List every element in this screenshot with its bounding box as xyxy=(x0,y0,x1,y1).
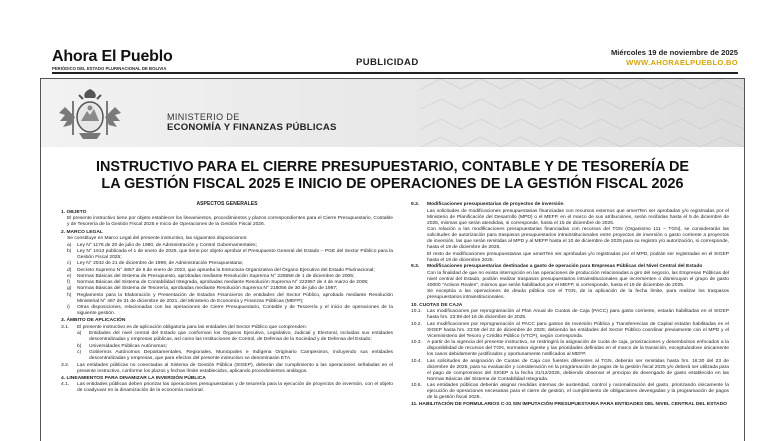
clause-9-3-text: Con la finalidad de que no exista interrupción en las operaciones de producción relacionadas a giro del negocio, las Empresas Públicas del nivel central del Estado, podrán realizar traspasos presupuestarios intrainstitucionales que incrementen o disminuyan el grupo de gasto 40000 "Activos Reales", mismos que serán habilitados por el MEFP, si corresponde, hasta el 19 de diciembre de 2025. xyxy=(427,270,729,288)
document-title-line1: INSTRUCTIVO PARA EL CIERRE PRESUPUESTARIO, CONTABLE Y DE TESORERÍA DE xyxy=(95,159,689,175)
list-item: b) Ley N° 1613 publicada el 1 de enero de 2025, que tiene por objeto aprobar el Presupuesto General del Estado – PGE del Sector Público para la Gestión Fiscal 2025; xyxy=(67,249,393,260)
clause-10-4: 10.4. Las solicitudes de asignación de Cuotas de Caja con fuentes diferentes al TGN, deberán ser remitidas hasta hrs. 16:30 del 23 de diciembre de 2025, para su evaluación y consideración en la programación de pagos de la gestión fiscal 2025 y/o deberá ser utilizada para el pago de compromisos del SIGEP a la fecha 31/12/2025, debiendo observar el principio de devengado de gasto establecido en las Normas Básicas del Sistema de Contabilidad Integrada. xyxy=(411,358,729,382)
left-column xyxy=(61,202,393,395)
newspaper-subtitle: PERIÓDICO DEL ESTADO PLURINACIONAL DE BOLIVIA xyxy=(52,66,167,71)
clause-10-2: 10.2. Las modificaciones por reprogramación al PACC para gastos de Inversión Pública y Transferencias de Capital estarán habilitadas en el SIGEP hasta hrs. 23:59 del 22 de diciembre de 2025; debiendo las entidades del Sector Público coordinar previamente con el MPD y el Viceministerio del Tesoro y Crédito Público (VTCP), según corresponda. xyxy=(411,321,729,339)
newspaper-name: Ahora El Pueblo xyxy=(52,48,173,65)
section-2-heading: 2. MARCO LEGAL xyxy=(61,229,103,235)
ad-frame xyxy=(40,78,745,441)
document-title-line2: LA GESTIÓN FISCAL 2025 E INICIO DE OPERACIONES DE LA GESTIÓN FISCAL 2026 xyxy=(101,176,684,192)
list-item: i) Otras disposiciones, relacionadas con las operaciones de Cierre Presupuestario, Contable y de Tesorería y el inicio de operaciones de la siguiente gestión. xyxy=(67,304,393,316)
clause-4-1: 4.1. Las entidades públicas deben priorizar las operaciones presupuestarias y de tesorería para la ejecución de proyectos de inversión, con el objeto de coadyuvar en la dinamización de la economía nacional. xyxy=(61,382,393,394)
section-2-intro: Se constituye en Marco Legal del presente instructivo, las siguientes disposiciones: xyxy=(67,236,248,242)
list-item: h) Reglamento para la Elaboración y Presentación de Estados Financieros de entidades del Sector Público, aprobado mediante Resolución Ministerial N° 467 de 31 de diciembre de 2021, del Ministerio de Economía y Finanzas Públicas (MEFP); xyxy=(67,292,393,304)
decorative-pattern xyxy=(421,79,744,147)
ministry-name-line2: ECONOMÍA Y FINANZAS PÚBLICAS xyxy=(167,122,337,133)
list-item: e) Normas Básicas del Sistema de Presupuesto, aprobadas mediante Resolución Suprema N° 225558 de 1 de diciembre de 2005; xyxy=(67,273,355,279)
clause-9-3-heading: 9.3. Modificaciones presupuestarias destinadas a gasto de operación para Empresas Públicas del Nivel Central del Estado xyxy=(411,264,703,270)
legal-framework-list xyxy=(61,243,393,317)
general-aspects-heading: ASPECTOS GENERALES xyxy=(196,201,258,207)
clause-3-2: 3.2. Las entidades públicas no conectadas al Sistema de Gestión Pública (SIGEP), deberán dar cumplimiento a las operaciones señaladas en el presente instructivo, conforme los plazos y fechas límite establecidos, aplicando procedimientos análogos. xyxy=(61,362,393,374)
clause-9-3-note: Se exceptúa a las operaciones de deuda pública con el TGN, de la aplicación de la fecha límite, para realizar los traspasos presupuestarios intrainstitucionales. xyxy=(427,289,729,301)
list-item: a) Ley N° 1178 de 20 de julio de 1990, de Administración y Control Gubernamentales; xyxy=(67,242,257,248)
masthead-rule xyxy=(52,72,738,74)
list-item: b) Universidades Públicas Autónomas; xyxy=(77,343,168,349)
clause-9-2-heading: 9.2. Modificaciones presupuestarias de proyectos de inversión xyxy=(411,202,564,207)
clause-3-1: 3.1. El presente instructivo es de aplicación obligatoria para las entidades del Sector Público que comprenden: xyxy=(61,324,307,330)
list-item: d) Decreto Supremo N° 4857 de 6 de enero de 2023, que aprueba la Estructura Organizativa del Órgano Ejecutivo del Estado Plurinacional; xyxy=(67,267,375,273)
coat-of-arms-emblem xyxy=(57,87,123,143)
list-item: a) Entidades del nivel central del Estado que conforman los Órganos Ejecutivo, Legislativo, Judicial y Electoral, incluidas sus entidades descentralizadas y empresas públicas, así como las Instituciones de Control, de Defensa de la Sociedad y de Defensa del Estado; xyxy=(77,331,393,343)
section-4-heading: 4. LINEAMIENTOS PARA DINAMIZAR LA INVERSIÓN PÚBLICA xyxy=(61,375,206,381)
masthead xyxy=(0,0,784,78)
right-column xyxy=(411,202,729,409)
clause-9-2-para-2: Con relación a las modificaciones presupuestarias financiadas con recursos del TGN (Organismo 111 – TGN), se considerarán las solicitudes de autorización para traspasos presupuestarios intrainstitucionales entre proyectos de inversión o gasto corriente a proyectos de inversión, las que serán remitidas al MPD y al MEFP hasta el 10 de diciembre de 2025 para su registro y/o autorización, si corresponde, hasta el 19 de diciembre de 2025. xyxy=(427,227,729,250)
section-1-text: El presente instructivo tiene por objeto establecer los lineamientos, procedimientos y plazos correspondientes para el Cierre Presupuestario, Contable y de Tesorería de la Gestión Fiscal 2025 e Inicio de Operaciones de la Gestión Fiscal 2026. xyxy=(67,216,393,228)
clause-10-3: 10.3. A partir de la vigencia del presente instructivo, se restringirá la asignación de cuota de caja, priorizaciones y desembolsos enfocados a la disponibilidad de recursos del TGN, normativa vigente y las prioridades definidas en el marco de la transición, exceptuándose únicamente los casos debidamente justificados y oportunamente notificados al MEFP. xyxy=(411,340,729,358)
ministry-header-band xyxy=(41,79,744,147)
document-title xyxy=(41,159,744,193)
clause-10-5: 10.5. Las entidades públicas deberán asignar medidas internas de austeridad, control y racionalización del gasto, priorizando únicamente la ejecución de operaciones necesarias para el cierre de gestión, el cumplimiento de obligaciones devengadas y la programación de pagos de la gestión fiscal 2025. xyxy=(411,383,729,401)
clause-10-1: 10.1. Las modificaciones por reprogramación al Plan Anual de Cuotas de Caja (PACC) para gasto corriente, estarán habilitadas en el SIGEP hasta hrs. 23:59 del 16 de diciembre de 2025. xyxy=(411,309,729,321)
section-1-heading: 1. OBJETO xyxy=(61,209,87,215)
list-item: f) Normas Básicas del Sistema de Contabilidad Integrada, aprobadas mediante Resolución Suprema N° 222957 de 4 de marzo de 2005; xyxy=(67,280,369,286)
clause-9-2-para-3: El resto de modificaciones presupuestarias que amerITen ser aprobadas y/o registradas por el MPD, podrán ser registradas en el SIGEP hasta el 19 de diciembre 2025. xyxy=(427,251,729,263)
list-item: g) Normas Básicas del Sistema de Tesorería, aprobadas mediante Resolución Suprema N° 218056 de 30 de julio de 1997; xyxy=(67,286,338,292)
list-item: c) Gobiernos Autónomos Departamentales, Regionales, Municipales e Indígena Originario Campesinos, incluyendo sus entidades descentralizadas y empresas, que para efectos del presente instructivo se denominarán ETA. xyxy=(77,350,393,362)
section-11-heading: 11. HABILITACIÓN DE FORMULARIOS C-31 SIN IMPUTACIÓN PRESUPUESTARIA PARA ENTIDADES DEL NIVEL CENTRAL DEL ESTADO xyxy=(411,402,727,408)
website-link[interactable]: WWW.AHORAELPUEBLO.BO xyxy=(626,58,738,67)
list-item: c) Ley N° 2042 de 21 de diciembre de 1999, de Administración Presupuestaria; xyxy=(67,261,243,267)
ministry-name-line1: MINISTERIO DE xyxy=(167,112,240,122)
section-10-heading: 10. CUOTAS DE CAJA xyxy=(411,302,463,308)
publication-date: Miércoles 19 de noviembre de 2025 xyxy=(610,48,738,57)
section-label: PUBLICIDAD xyxy=(356,57,419,68)
clause-9-2-para-1: Las solicitudes de modificaciones presupuestarias financiadas con recursos externos que amerITen ser aprobadas y/o registradas por el Ministerio de Planificación del Desarrollo (MPD) o el MEFP, en el marco de sus atribuciones, serán recibidas hasta el 5 de diciembre de 2025, mismas que serán atendidas, si corresponde, hasta el 15 de diciembre de 2025. xyxy=(427,208,729,226)
section-3-heading: 3. ÁMBITO DE APLICACIÓN xyxy=(61,318,126,324)
